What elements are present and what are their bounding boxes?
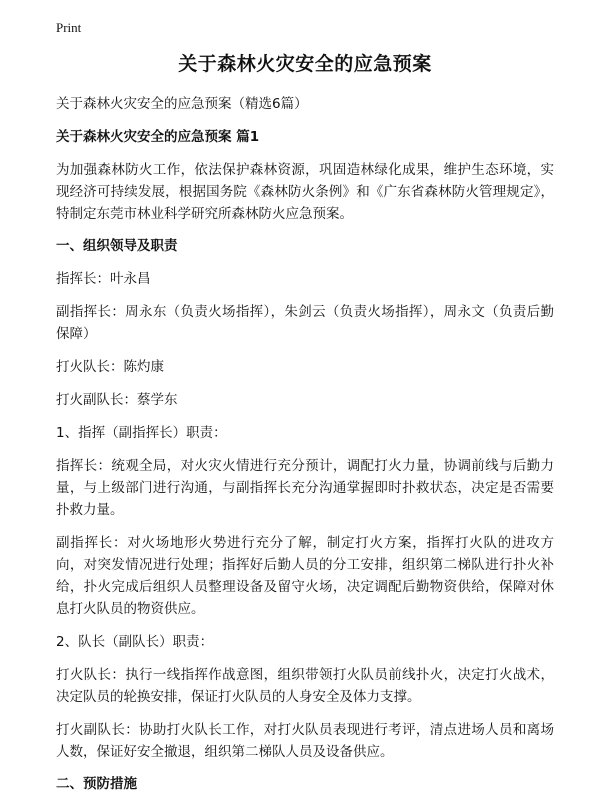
duty2-captain-paragraph: 打火队长：执行一线指挥作战意图，组织带领打火队员前线扑火，决定打火战术，决定队员的轮换安排，保证打火队员的人身安全及体力支撑。 <box>56 667 554 705</box>
document-body <box>56 50 554 806</box>
page-title: 关于森林火灾安全的应急预案 <box>178 53 432 75</box>
duty2-heading: 2、队长（副队长）职责： <box>56 634 214 650</box>
duty2-vice-paragraph: 打火副队长：协助打火队长工作，对打火队员表现进行考评，清点进场人员和离场人数，保证好安全撤退，组织第二梯队人员及设备供应。 <box>56 722 554 760</box>
intro-paragraph: 为加强森林防火工作，依法保护森林资源，巩固造林绿化成果，维护生态环境，实现经济可持续发展，根据国务院《森林防火条例》和《广东省森林防火管理规定》，特制定东莞市林业科学研究所森林防火应急预案。 <box>56 162 554 222</box>
duty1-vice-paragraph: 副指挥长：对火场地形火势进行充分了解，制定打火方案，指挥打火队的进攻方向，对突发情况进行处理；指挥好后勤人员的分工安排，组织第二梯队进行扑火补给，扑火完成后组织人员整理设备及留守火场，决定调配后勤物资供给，保障对休息打火队员的物资供应。 <box>56 535 554 617</box>
section-heading-organization: 一、组织领导及职责 <box>56 238 178 254</box>
duty1-heading: 1、指挥（副指挥长）职责： <box>56 425 227 441</box>
captain-line: 打火队长：陈灼康 <box>56 359 164 375</box>
section-heading-prevention: 二、预防措施 <box>56 776 137 792</box>
document-subtitle: 关于森林火灾安全的应急预案（精选6篇） <box>56 96 308 112</box>
commander-line: 指挥长：叶永昌 <box>56 271 151 287</box>
duty1-commander-paragraph: 指挥长：统观全局，对火灾火情进行充分预计，调配打火力量，协调前线与后勤力量，与上级部门进行沟通，与副指挥长充分沟通掌握即时扑救状态，决定是否需要扑救力量。 <box>56 458 554 518</box>
vice-commander-line: 副指挥长：周永东（负责火场指挥），朱剑云（负责火场指挥），周永文（负责后勤保障） <box>56 304 554 342</box>
vice-captain-line: 打火副队长：蔡学东 <box>56 392 178 408</box>
print-link[interactable]: Print <box>56 20 82 35</box>
article-heading: 关于森林火灾安全的应急预案 篇1 <box>56 129 260 145</box>
